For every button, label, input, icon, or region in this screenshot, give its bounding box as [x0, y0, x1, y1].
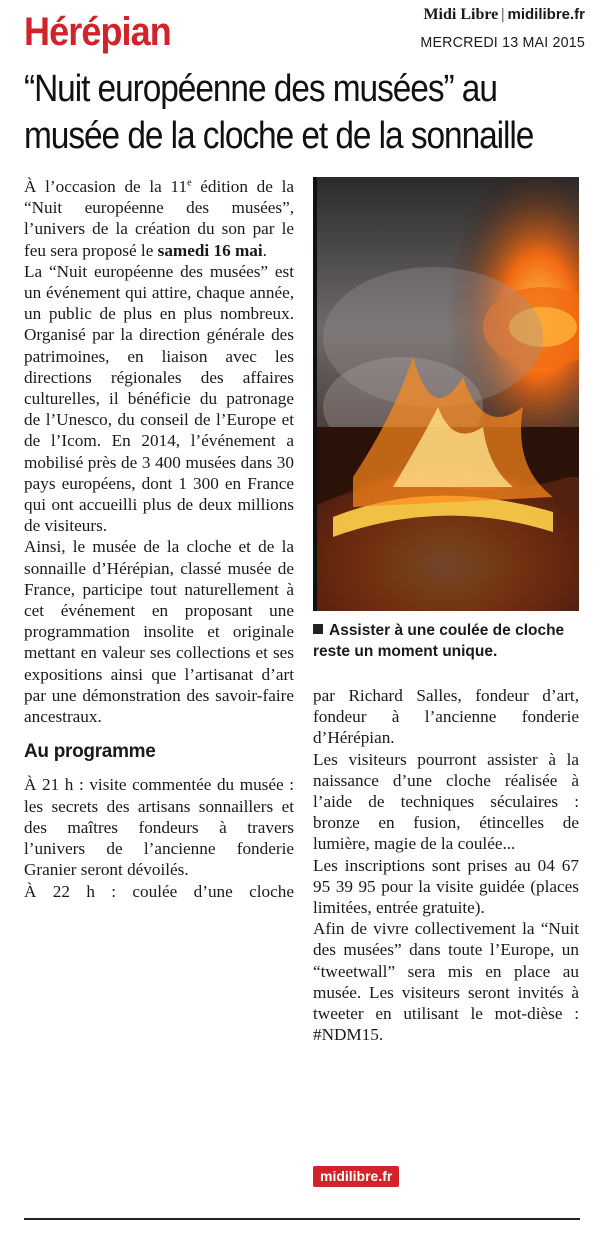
photo-caption [313, 620, 579, 662]
event-date-bold: samedi 16 mai [157, 240, 263, 260]
article-column-2 [313, 685, 579, 1045]
paragraph-5-continued [313, 685, 579, 749]
intro-text-b: édition de la “Nuit européenne des musées”, l’univers de la création du son par le feu sera proposé le [24, 177, 295, 260]
intro-text-end: . [262, 240, 267, 260]
newspaper-name: Midi Libre [423, 6, 499, 23]
article-headline [24, 66, 580, 160]
article-column-1 [24, 176, 294, 902]
paragraph-2: La “Nuit européenne des musées” est un événement qui attire, chaque année, un public de plus en plus nombreux. Organisé par la direction générale des patrimoines, en liaison avec les directions régionales des affaires culturelles, il bénéficie du patronage de l’Unesco, du conseil de l’Europe et de l’Icom. En 2014, l’événement a mobilisé près de 3 400 musées dans 30 pays européens, dont 1 300 en France qui ont accueilli plus de deux millions de visiteurs. [24, 261, 294, 536]
headline-line-1: “Nuit européenne des musées” au [24, 68, 497, 110]
site-badge: midilibre.fr [313, 1166, 399, 1187]
paragraph-5-tail: par Richard Salles, fondeur d’art, fondeur à l’ancienne fonderie d’Hérépian. [313, 686, 579, 748]
bottom-rule [24, 1218, 580, 1220]
paragraph-intro [24, 176, 294, 261]
publication-date: MERCREDI 13 MAI 2015 [420, 34, 585, 51]
intro-text-a: À l’occasion de la 11 [24, 177, 188, 196]
caption-text: Assister à une coulée de cloche reste un moment unique. [313, 622, 565, 660]
headline-line-2: musée de la cloche et de la sonnaille [24, 115, 534, 157]
edition-superscript: e [187, 177, 192, 189]
molten-bronze-image [313, 177, 579, 611]
location-title: Hérépian [24, 10, 171, 54]
newspaper-source [360, 6, 585, 24]
paragraph-6: Les visiteurs pourront assister à la naissance d’une cloche réalisée à l’aide de techniques séculaires : bronze en fusion, étincelles de lumière, magie de la coulée... [313, 749, 579, 854]
article-photo [313, 177, 579, 611]
caption-bullet-icon [313, 624, 323, 634]
paragraph-3: Ainsi, le musée de la cloche et de la sonnaille d’Hérépian, classé musée de France, participe tout naturellement à cet événement en proposant une programmation insolite et originale mettant en valeur ses collections et ses expositions ainsi que l’artisanat d’art par une démonstration des savoir-faire ancestraux. [24, 537, 294, 727]
newspaper-site: midilibre.fr [507, 6, 585, 23]
paragraph-5: À 22 h : coulée d’une cloche [24, 881, 294, 901]
source-separator: | [501, 6, 505, 23]
paragraph-4: À 21 h : visite commentée du musée : les secrets des artisans sonnaillers et des maîtres fondeurs à travers l’univers de l’ancienne fonderie Granier seront dévoilés. [24, 775, 294, 880]
paragraph-8: Afin de vivre collectivement la “Nuit des musées” dans toute l’Europe, un “tweetwall” sera mis en place au musée. Les visiteurs seront invités à tweeter en utilisant le mot-dièse : #NDM15. [313, 919, 579, 1045]
paragraph-7: Les inscriptions sont prises au 04 67 95 39 95 pour la visite guidée (places limitées, entrée gratuite). [313, 855, 579, 918]
section-subhead: Au programme [24, 741, 156, 763]
